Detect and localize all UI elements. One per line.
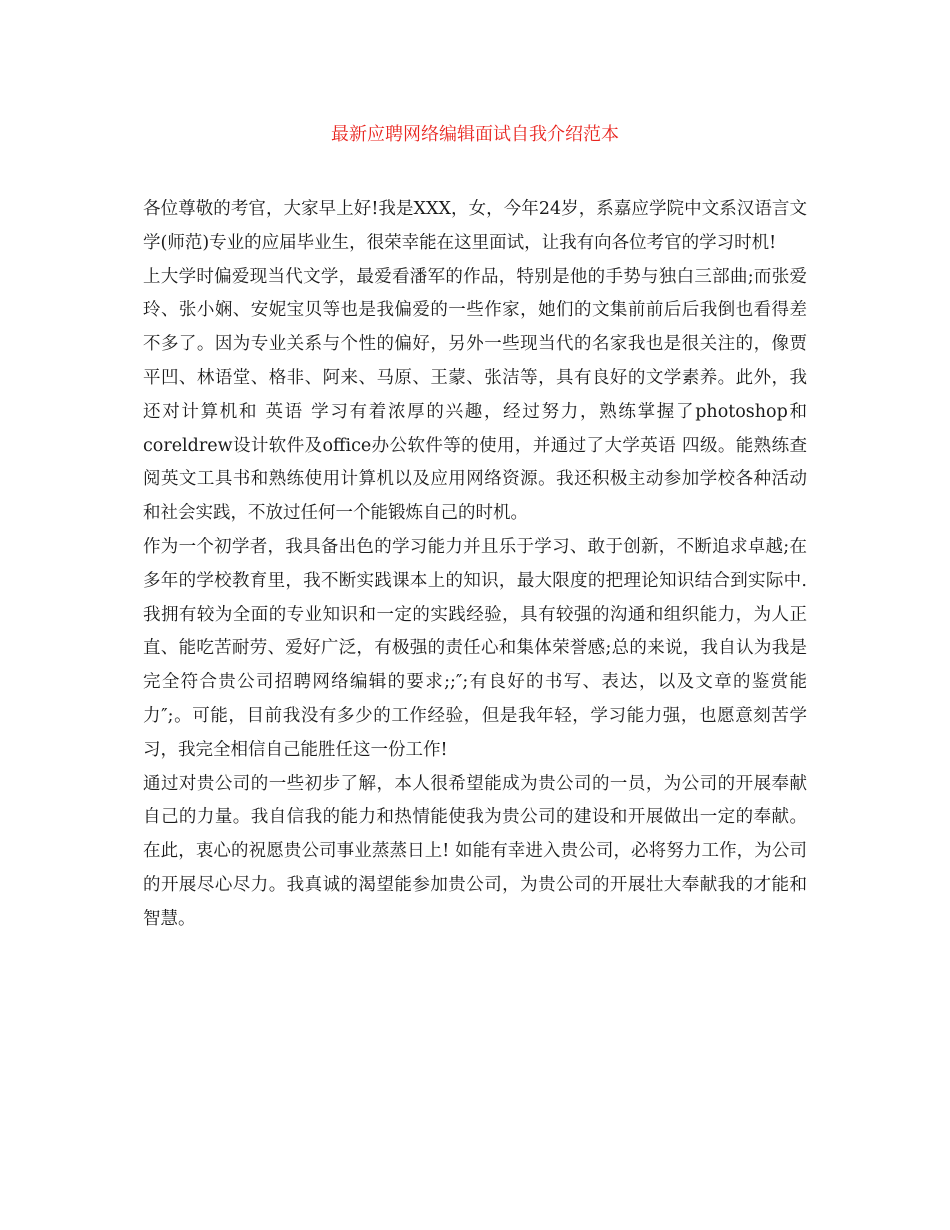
paragraph-abilities: 作为一个初学者，我具备出色的学习能力并且乐于学习、敢于创新，不断追求卓越;在多年的学校教育里，我不断实践课本上的知识，最大限度的把理论知识结合到实际中.我拥有较为全面的专业知识和一定的实践经验，具有较强的沟通和组织能力，为人正直、能吃苦耐劳、爱好广泛，有极强的责任心和集体荣誉感;总的来说，我自认为我是完全符合贵公司招聘网络编辑的要求;;″;有良好的书写、表达，以及文章的鉴赏能力″;。可能，目前我没有多少的工作经验，但是我年轻，学习能力强，也愿意刻苦学习，我完全相信自己能胜任这一份工作! bbox=[143, 536, 807, 760]
paragraph-introduction: 各位尊敬的考官，大家早上好!我是XXX，女，今年24岁，系嘉应学院中文系汉语言文学(师范)专业的应届毕业生，很荣幸能在这里面试，让我有向各位考官的学习时机! bbox=[143, 199, 807, 253]
paragraph-closing: 通过对贵公司的一些初步了解，本人很希望能成为贵公司的一员，为公司的开展奉献自己的力量。我自信我的能力和热情能使我为贵公司的建设和开展做出一定的奉献。在此，衷心的祝愿贵公司事业蒸蒸日上! 如能有幸进入贵公司，必将努力工作，为公司的开展尽心尽力。我真诚的渴望能参加贵公司，为贵公司的开展壮大奉献我的才能和智慧。 bbox=[143, 773, 807, 929]
document-body bbox=[143, 193, 807, 937]
document-title: 最新应聘网络编辑面试自我介绍范本 bbox=[331, 124, 619, 145]
paragraph-education-skills: 上大学时偏爱现当代文学，最爱看潘军的作品，特别是他的手势与独白三部曲;而张爱玲、张小娴、安妮宝贝等也是我偏爱的一些作家，她们的文集前前后后我倒也看得差不多了。因为专业关系与个性的偏好，另外一些现当代的名家我也是很关注的，像贾平凹、林语堂、格非、阿来、马原、王蒙、张洁等，具有良好的文学素养。此外，我还对计算机和 英语 学习有着浓厚的兴趣，经过努力，熟练掌握了photoshop和coreldrew设计软件及office办公软件等的使用，并通过了大学英语 四级。能熟练查阅英文工具书和熟练使用计算机以及应用网络资源。我还积极主动参加学校各种活动和社会实践，不放过任何一个能锻炼自己的时机。 bbox=[143, 266, 807, 524]
